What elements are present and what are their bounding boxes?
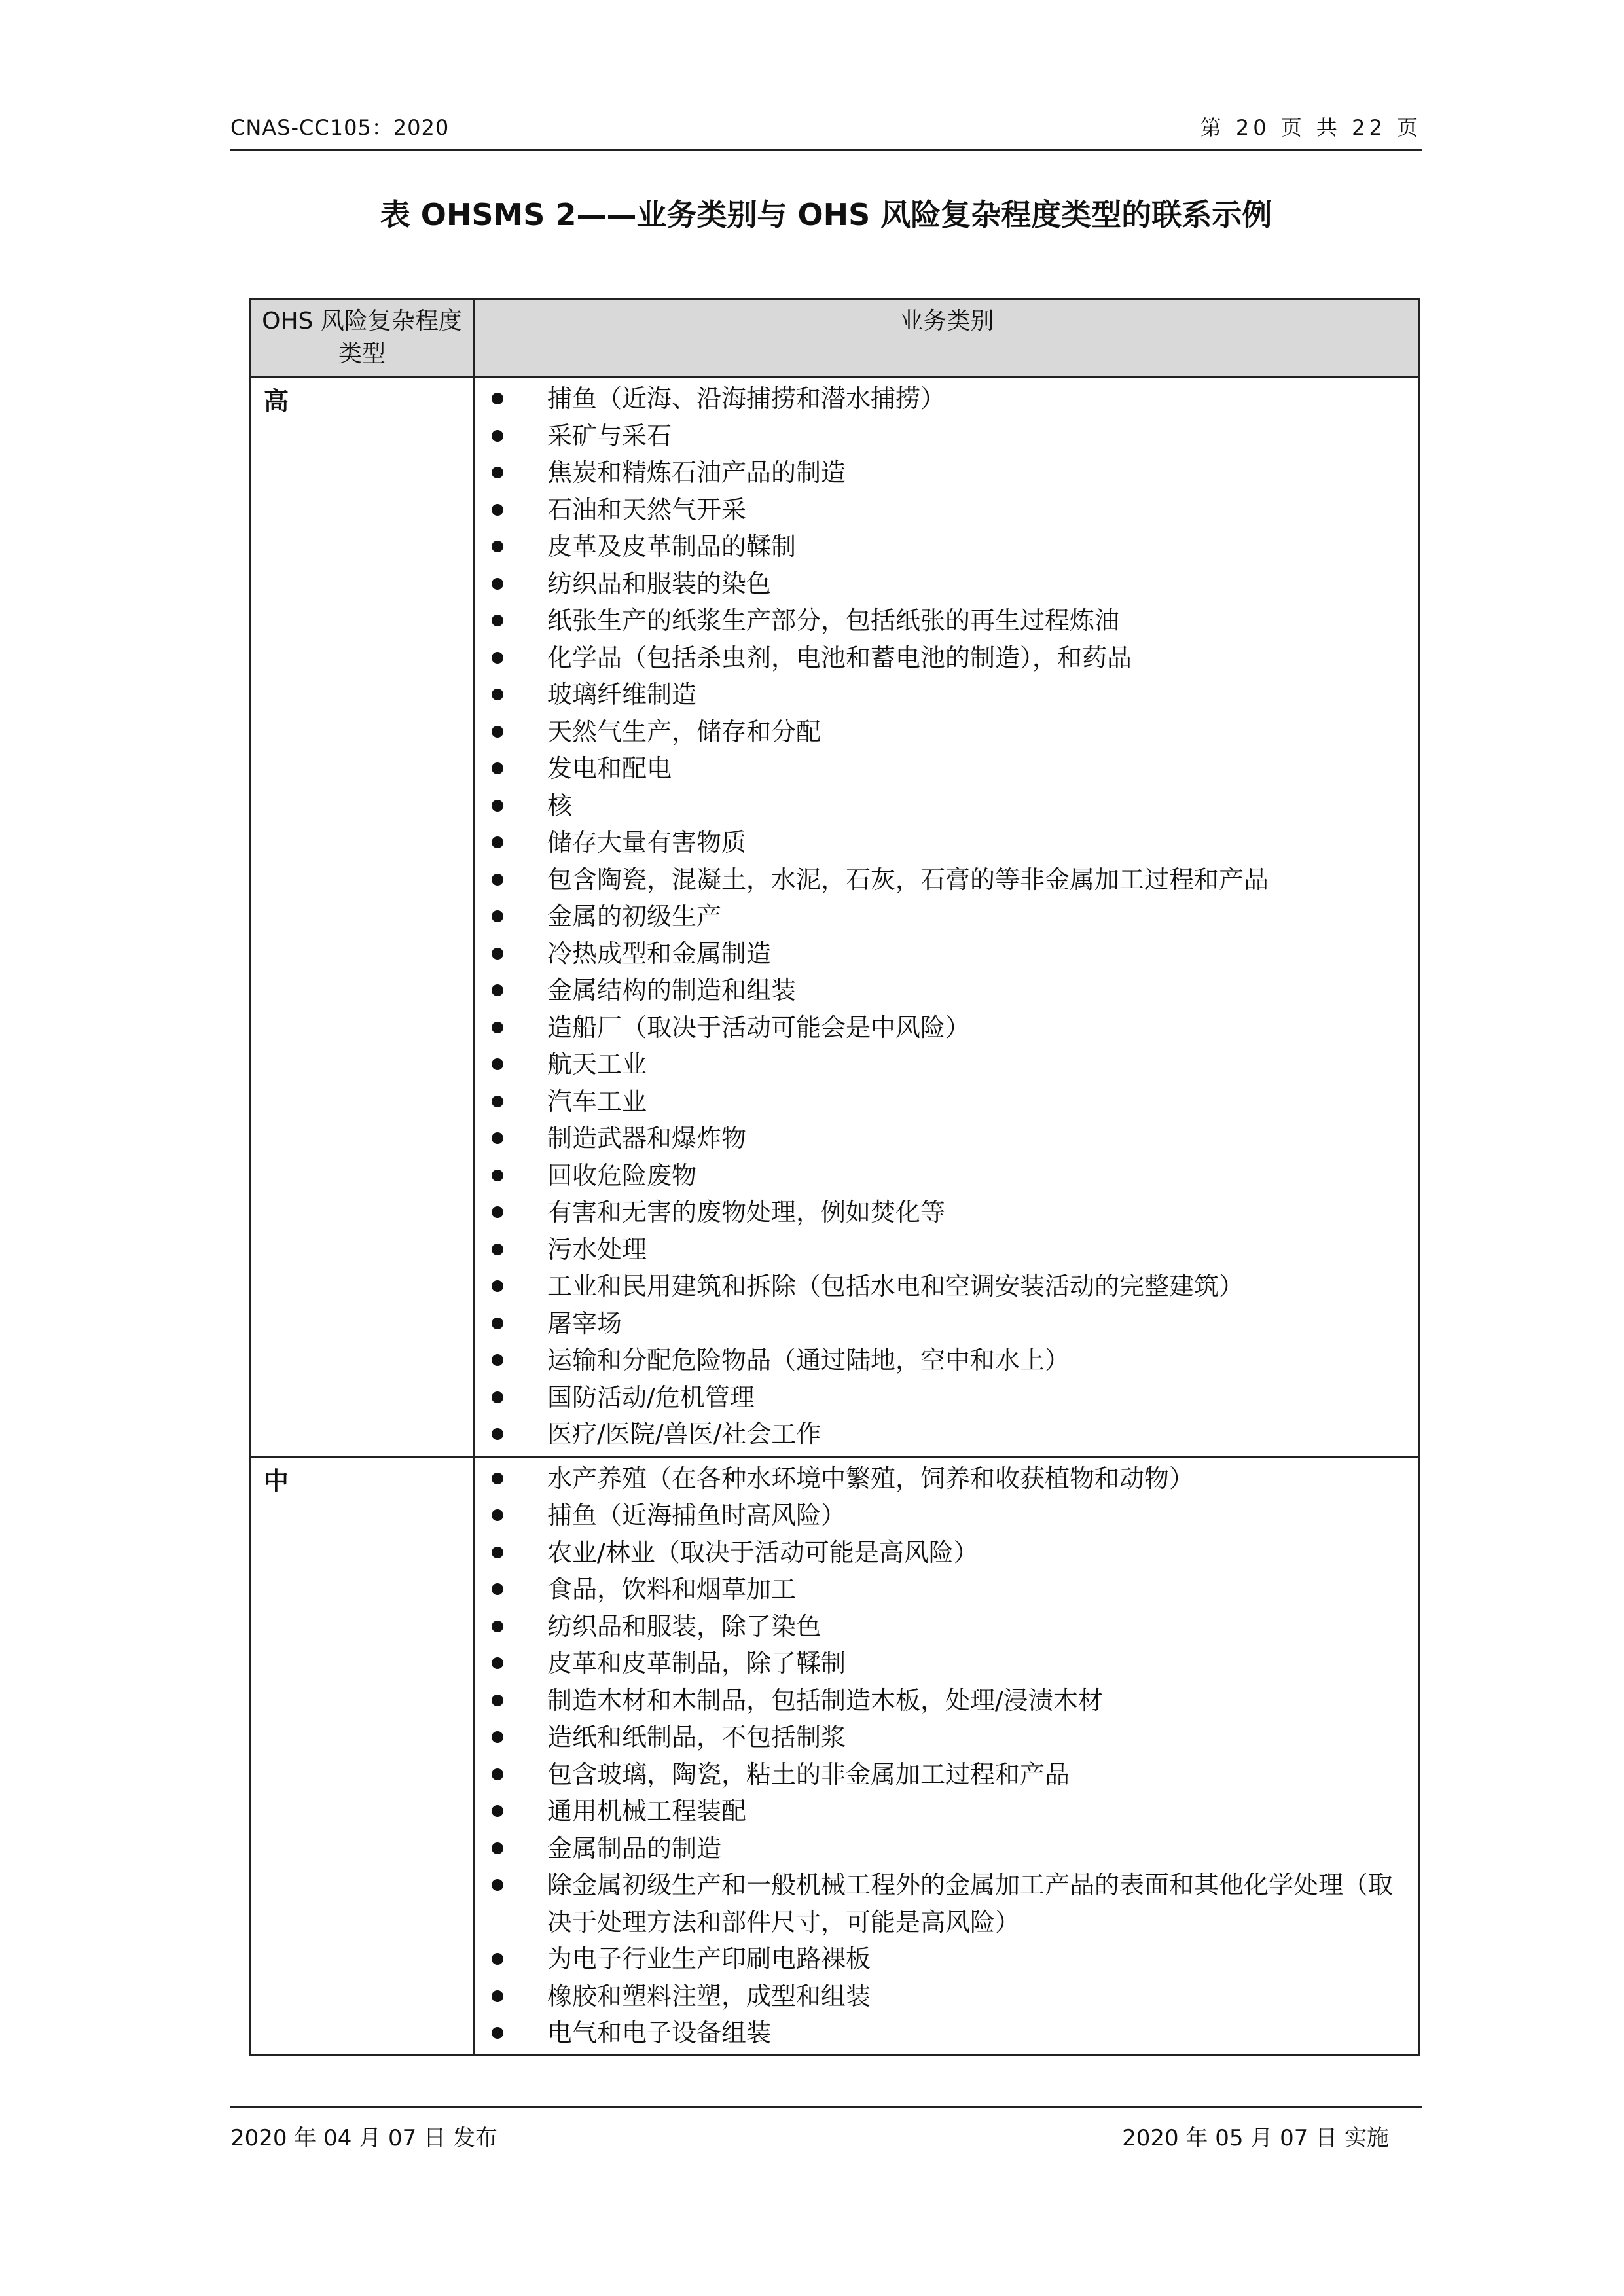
list-item: [475, 1305, 1412, 1342]
list-item-text: 航天工业: [547, 1050, 647, 1079]
bullet-icon: [492, 984, 503, 996]
list-item-text: 屠宰场: [547, 1308, 623, 1338]
list-item-text: 回收危险废物: [547, 1160, 697, 1190]
bullet-icon: [492, 726, 503, 738]
list-item-text: 运输和分配危险物品（通过陆地，空中和水上）: [547, 1346, 1070, 1374]
bullet-icon: [492, 1583, 503, 1595]
list-item: [475, 1645, 1412, 1682]
bullet-icon: [492, 1731, 503, 1743]
list-item: [475, 676, 1412, 713]
bullet-icon: [492, 874, 503, 886]
list-item: [475, 1571, 1412, 1608]
list-item: [475, 1682, 1412, 1719]
list-item: [475, 380, 1412, 418]
page-footer: [230, 2106, 1422, 2151]
list-item-text: 通用机械工程装配: [547, 1797, 747, 1825]
list-item: [475, 1719, 1412, 1756]
bullet-icon: [492, 578, 503, 590]
list-item-text: 制造武器和爆炸物: [547, 1124, 747, 1153]
list-item-text: 冷热成型和金属制造: [547, 939, 772, 968]
list-item: [475, 1497, 1412, 1534]
bullet-icon: [492, 615, 503, 626]
list-item-text: 纺织品和服装，除了染色: [547, 1611, 821, 1641]
page-header: [230, 110, 1422, 151]
list-item: [475, 1867, 1412, 1941]
list-item-text: 天然气生产，储存和分配: [547, 717, 821, 746]
list-item: [475, 1342, 1412, 1379]
list-item-text: 国防活动/危机管理: [547, 1382, 755, 1412]
list-item: [475, 1009, 1412, 1047]
bullet-icon: [492, 1842, 503, 1854]
document-code: CNAS-CC105：2020: [230, 115, 450, 140]
list-item: [475, 602, 1412, 639]
bullet-icon: [492, 504, 503, 516]
list-item-text: 农业/林业（取决于活动可能是高风险）: [547, 1537, 979, 1567]
bullet-icon: [492, 430, 503, 442]
list-item: [475, 787, 1412, 825]
list-item: [475, 972, 1412, 1009]
list-item: [475, 1268, 1412, 1305]
list-item-text: 造纸和纸制品，不包括制浆: [547, 1723, 846, 1751]
list-item-text: 储存大量有害物质: [547, 828, 747, 857]
bullet-icon: [492, 689, 503, 700]
bullet-icon: [492, 1695, 503, 1706]
list-item-text: 造船厂（取决于活动可能会是中风险）: [547, 1013, 971, 1042]
list-item: [475, 1379, 1412, 1416]
list-item: [475, 565, 1412, 603]
list-item: [475, 1608, 1412, 1645]
list-item-text: 金属制品的制造: [547, 1833, 722, 1863]
business-category-list: [475, 1460, 1412, 2052]
bullet-icon: [492, 467, 503, 478]
bullet-icon: [492, 1428, 503, 1440]
bullet-icon: [492, 1022, 503, 1033]
bullet-icon: [492, 652, 503, 664]
list-item: [475, 1534, 1412, 1571]
list-item-text: 石油和天然气开采: [547, 495, 747, 524]
list-item: [475, 898, 1412, 935]
implement-date: 2020 年 05 月 07 日 实施: [1122, 2125, 1389, 2151]
bullet-icon: [492, 1547, 503, 1558]
bullet-icon: [492, 1206, 503, 1218]
bullet-icon: [492, 1953, 503, 1965]
table-row: [250, 1456, 1420, 2055]
bullet-icon: [492, 1657, 503, 1669]
bullet-icon: [492, 1805, 503, 1817]
list-item-text: 发电和配电: [547, 754, 672, 783]
list-item-text: 焦炭和精炼石油产品的制造: [547, 458, 846, 487]
page-number: 第 20 页 共 22 页: [1200, 115, 1422, 140]
list-item-text: 化学品（包括杀虫剂，电池和蓄电池的制造），和药品: [547, 643, 1132, 672]
list-item-text: 玻璃纤维制造: [547, 680, 697, 709]
list-item-text: 工业和民用建筑和拆除（包括水电和空调安装活动的完整建筑）: [547, 1272, 1244, 1300]
list-item: [475, 1756, 1412, 1793]
business-category-cell: [475, 1456, 1420, 2055]
list-item: [475, 861, 1412, 899]
list-item: [475, 935, 1412, 973]
bullet-icon: [492, 1058, 503, 1070]
bullet-icon: [492, 948, 503, 960]
risk-category-table: [249, 298, 1420, 2056]
risk-level-cell: 高: [250, 377, 475, 1457]
list-item-text: 有害和无害的废物处理，例如焚化等: [547, 1198, 946, 1227]
publish-date: 2020 年 04 月 07 日 发布: [230, 2125, 497, 2151]
bullet-icon: [492, 836, 503, 848]
bullet-icon: [492, 1280, 503, 1292]
list-item: [475, 492, 1412, 529]
list-item: [475, 639, 1412, 677]
list-item: [475, 1416, 1412, 1453]
bullet-icon: [492, 1244, 503, 1255]
list-item: [475, 1046, 1412, 1083]
bullet-icon: [492, 1132, 503, 1144]
list-item-text: 皮革和皮革制品，除了鞣制: [547, 1649, 846, 1677]
bullet-icon: [492, 541, 503, 552]
list-item: [475, 1978, 1412, 2015]
list-item-text: 汽车工业: [547, 1086, 647, 1116]
list-item: [475, 1830, 1412, 1867]
bullet-icon: [492, 1354, 503, 1366]
bullet-icon: [492, 1509, 503, 1521]
bullet-icon: [492, 1990, 503, 2002]
list-item: [475, 1120, 1412, 1157]
list-item-text: 医疗/医院/兽医/社会工作: [547, 1420, 821, 1448]
bullet-icon: [492, 910, 503, 922]
bullet-icon: [492, 1096, 503, 1107]
list-item-text: 皮革及皮革制品的鞣制: [547, 532, 797, 561]
list-item: [475, 454, 1412, 492]
bullet-icon: [492, 1318, 503, 1329]
list-item-text: 橡胶和塑料注塑，成型和组装: [547, 1981, 871, 2011]
list-item-text: 包含陶瓷，混凝土，水泥，石灰，石膏的等非金属加工过程和产品: [547, 865, 1269, 894]
list-item: [475, 1231, 1412, 1268]
list-item: [475, 1083, 1412, 1121]
business-category-cell: [475, 377, 1420, 1457]
business-category-list: [475, 380, 1412, 1453]
list-item: [475, 1941, 1412, 1978]
list-item-text: 水产养殖（在各种水环境中繁殖，饲养和收获植物和动物）: [547, 1463, 1195, 1493]
list-item-text: 制造木材和木制品，包括制造木板，处理/浸渍木材: [547, 1685, 1103, 1715]
bullet-icon: [492, 762, 503, 774]
bullet-icon: [492, 1473, 503, 1484]
bullet-icon: [492, 1170, 503, 1181]
list-item: [475, 1194, 1412, 1231]
list-item-text: 纺织品和服装的染色: [547, 569, 772, 598]
list-item-text: 金属结构的制造和组装: [547, 976, 797, 1005]
list-item: [475, 824, 1412, 861]
list-item-text: 捕鱼（近海捕鱼时高风险）: [547, 1501, 846, 1530]
bullet-icon: [492, 1391, 503, 1403]
list-item-text: 食品，饮料和烟草加工: [547, 1575, 797, 1604]
list-item-text: 污水处理: [547, 1234, 647, 1264]
column-header-risk-level: OHS 风险复杂程度类型: [250, 299, 475, 377]
list-item-text: 捕鱼（近海、沿海捕捞和潜水捕捞）: [547, 384, 946, 413]
bullet-icon: [492, 1879, 503, 1891]
list-item: [475, 2015, 1412, 2052]
list-item-text: 除金属初级生产和一般机械工程外的金属加工产品的表面和其他化学处理（取决于处理方法和部件尺寸，可能是高风险）: [547, 1871, 1394, 1937]
bullet-icon: [492, 1621, 503, 1632]
list-item-text: 纸张生产的纸浆生产部分，包括纸张的再生过程炼油: [547, 606, 1120, 635]
list-item: [475, 528, 1412, 565]
list-item-text: 为电子行业生产印刷电路裸板: [547, 1945, 871, 1973]
list-item: [475, 713, 1412, 751]
bullet-icon: [492, 800, 503, 812]
list-item: [475, 418, 1412, 455]
list-item: [475, 1793, 1412, 1830]
list-item-text: 包含玻璃，陶瓷，粘土的非金属加工过程和产品: [547, 1759, 1070, 1789]
bullet-icon: [492, 2027, 503, 2039]
bullet-icon: [492, 393, 503, 404]
list-item: [475, 1157, 1412, 1194]
table-row: [250, 377, 1420, 1457]
list-item-text: 核: [547, 791, 573, 820]
table-header-row: [250, 299, 1420, 377]
column-header-business-category: 业务类别: [475, 299, 1420, 377]
list-item-text: 采矿与采石: [547, 421, 672, 450]
list-item: [475, 750, 1412, 787]
table-title: 表 OHSMS 2——业务类别与 OHS 风险复杂程度类型的联系示例: [380, 197, 1272, 232]
bullet-icon: [492, 1768, 503, 1780]
list-item-text: 电气和电子设备组装: [547, 2018, 772, 2047]
table-body: [250, 377, 1420, 2056]
risk-level-cell: 中: [250, 1456, 475, 2055]
list-item-text: 金属的初级生产: [547, 902, 722, 931]
list-item: [475, 1460, 1412, 1498]
